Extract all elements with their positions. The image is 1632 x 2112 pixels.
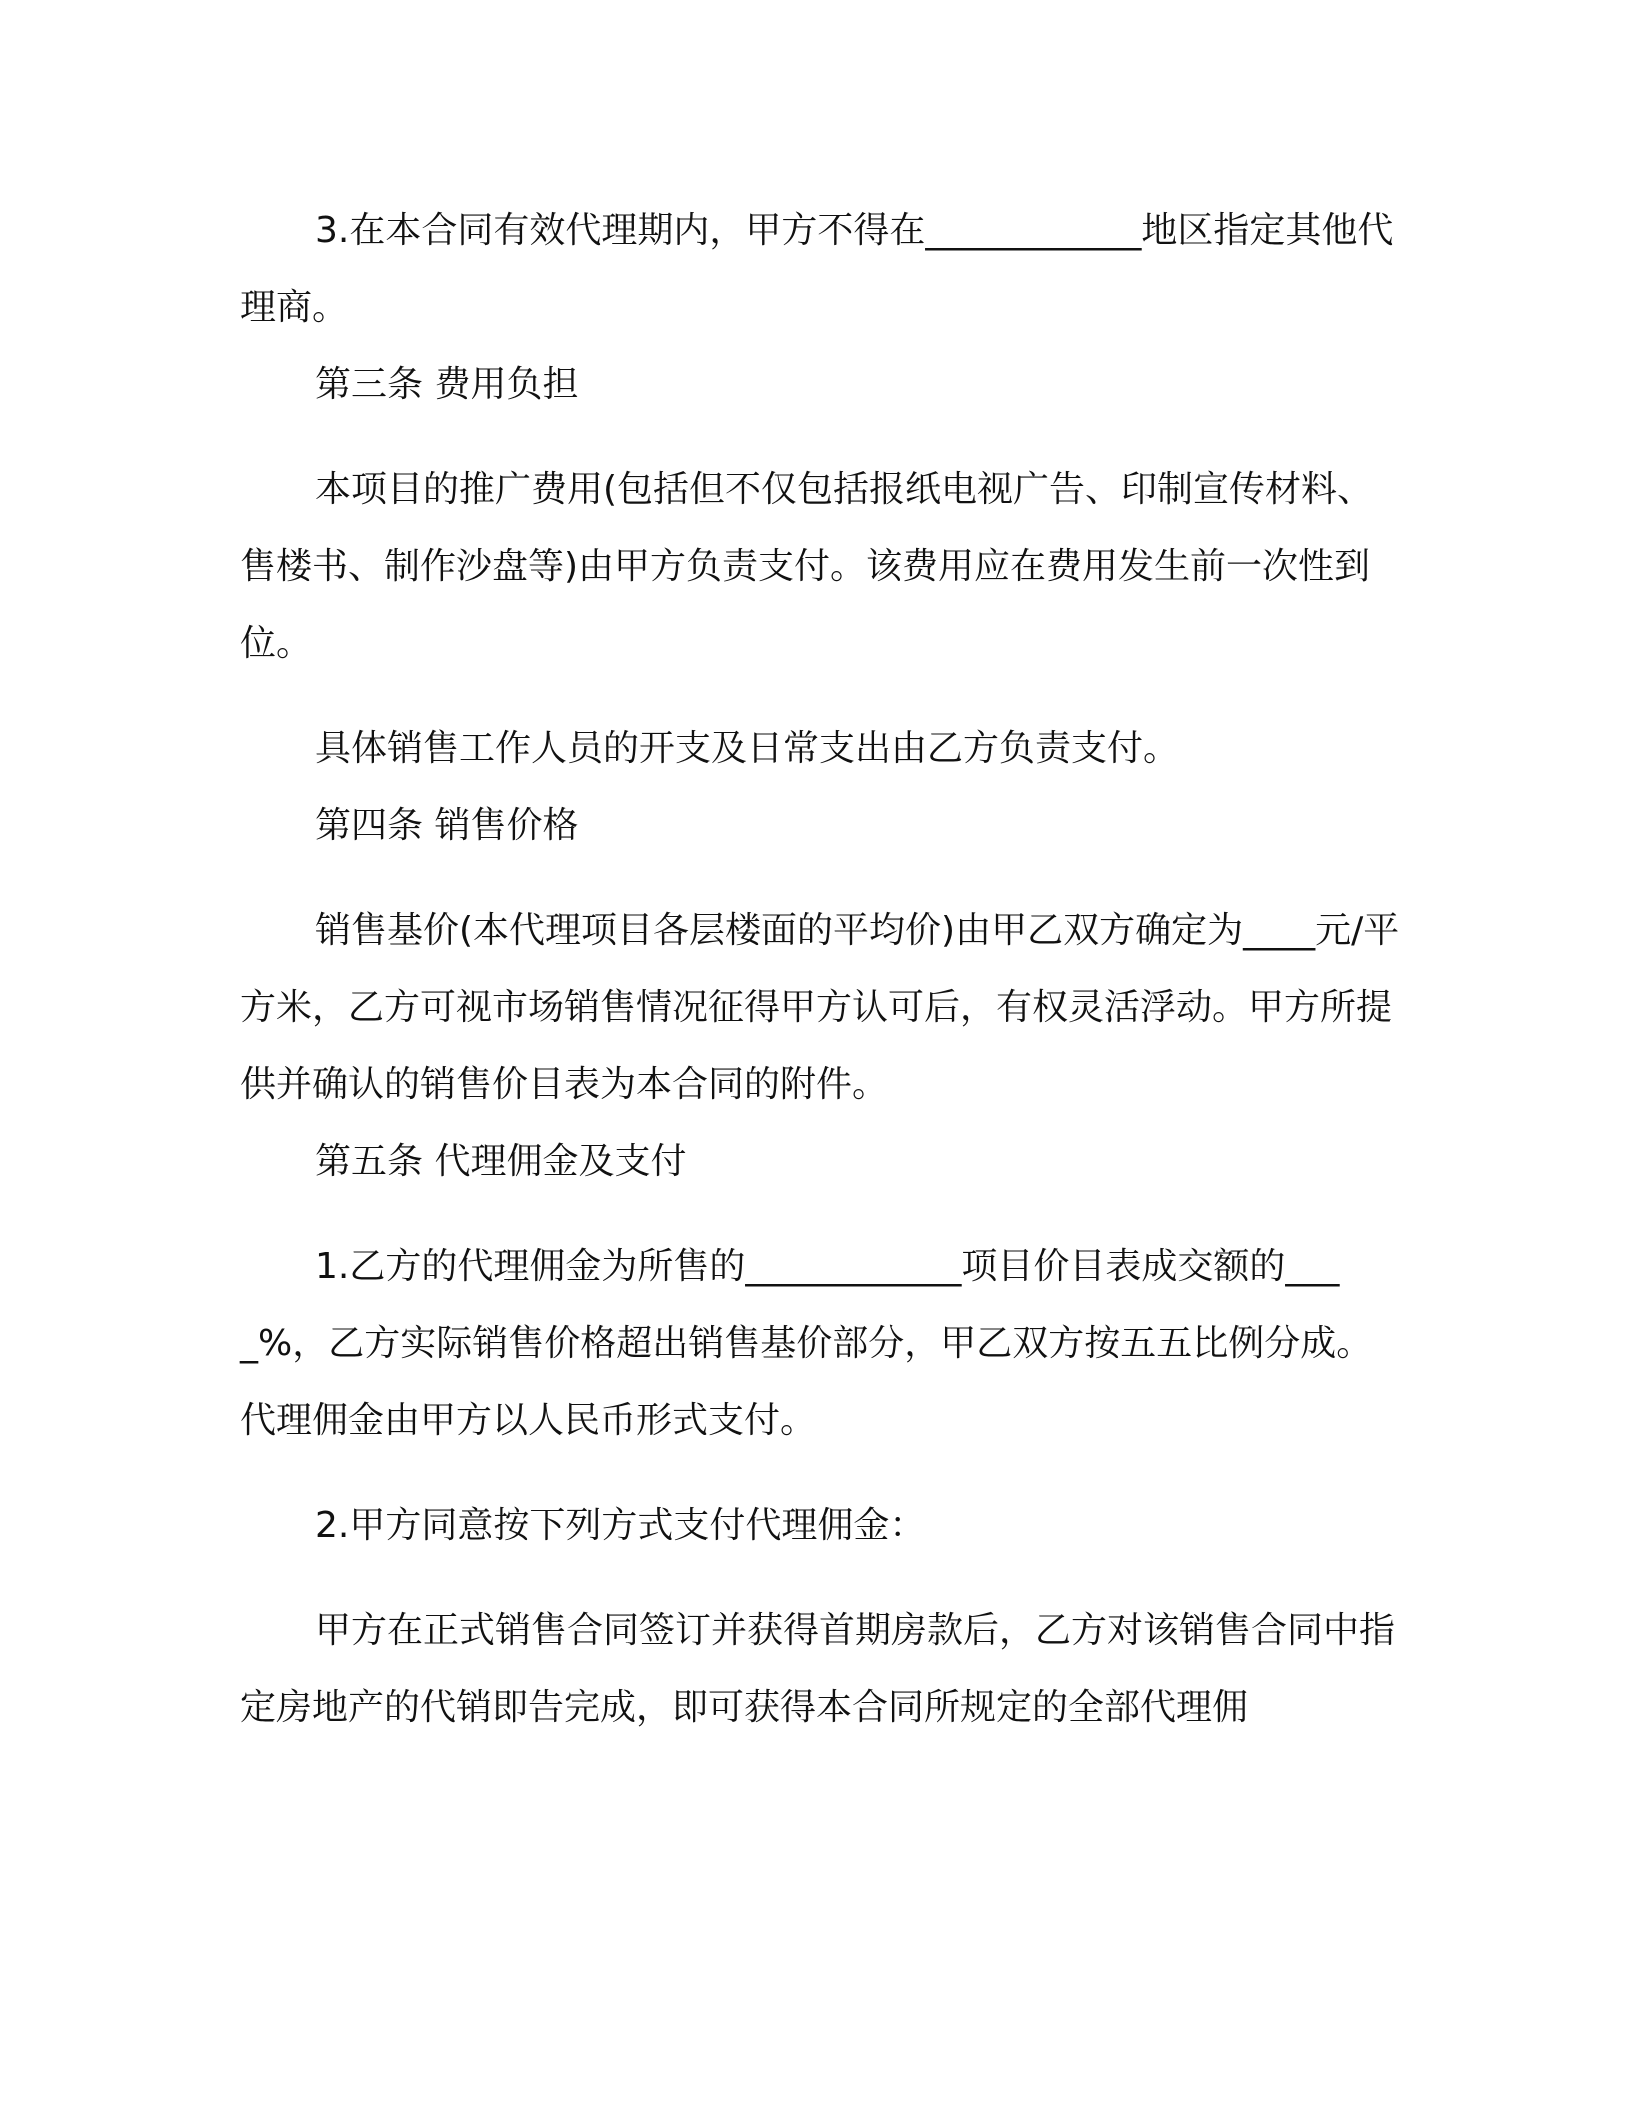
article-5-heading: 第五条 代理佣金及支付 bbox=[315, 1141, 687, 1182]
article-3-heading: 第三条 费用负担 bbox=[315, 364, 579, 405]
article-5-item-2: 2.甲方同意按下列方式支付代理佣金： bbox=[315, 1505, 926, 1546]
article-3-paragraph-1: 本项目的推广费用(包括但不仅包括报纸电视广告、印制宣传材料、售楼书、制作沙盘等)由甲方负责支付。该费用应在费用发生前一次性到位。 bbox=[240, 469, 1374, 664]
document-page bbox=[240, 192, 1400, 1746]
clause-2-item-3: 3.在本合同有效代理期内，甲方不得在____________地区指定其他代理商。 bbox=[240, 210, 1394, 328]
article-4-paragraph-1: 销售基价(本代理项目各层楼面的平均价)由甲乙双方确定为____元/平方米，乙方可视市场销售情况征得甲方认可后，有权灵活浮动。甲方所提供并确认的销售价目表为本合同的附件。 bbox=[240, 910, 1400, 1105]
article-5-item-2-detail: 甲方在正式销售合同签订并获得首期房款后，乙方对该销售合同中指定房地产的代销即告完成，即可获得本合同所规定的全部代理佣 bbox=[240, 1610, 1396, 1728]
article-4-heading: 第四条 销售价格 bbox=[315, 805, 579, 846]
article-5-item-1: 1.乙方的代理佣金为所售的____________项目价目表成交额的____%，乙方实际销售价格超出销售基价部分，甲乙双方按五五比例分成。代理佣金由甲方以人民币形式支付。 bbox=[240, 1246, 1373, 1441]
article-3-paragraph-2: 具体销售工作人员的开支及日常支出由乙方负责支付。 bbox=[315, 728, 1180, 769]
